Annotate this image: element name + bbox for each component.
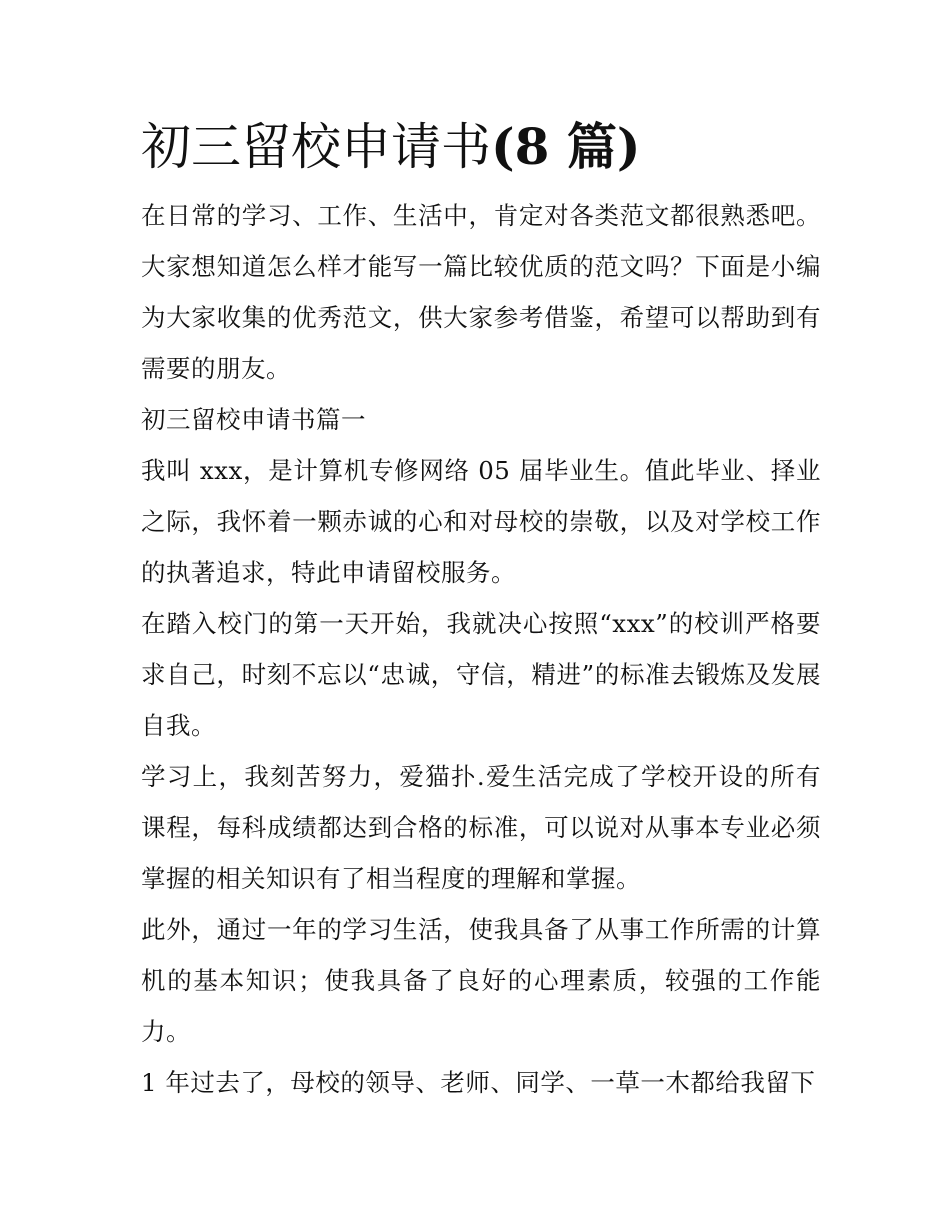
title-main-text: 初三留校申请书 bbox=[141, 118, 491, 176]
document-page bbox=[141, 112, 821, 1108]
body-paragraph: 我叫 xxx，是计算机专修网络 05 届毕业生。值此毕业、择业之际，我怀着一颗赤诚的心和对母校的崇敬，以及对学校工作的执著追求，特此申请留校服务。 bbox=[141, 456, 821, 587]
section-heading: 初三留校申请书篇一 bbox=[141, 405, 366, 434]
document-title bbox=[141, 112, 821, 182]
body-paragraph: 1 年过去了，母校的领导、老师、同学、一草一木都给我留下 bbox=[141, 1068, 816, 1097]
body-paragraph: 在踏入校门的第一天开始，我就决心按照“xxx”的校训严格要求自己，时刻不忘以“忠诚，守信，精进”的标准去锻炼及发展自我。 bbox=[141, 609, 821, 740]
intro-paragraph: 在日常的学习、工作、生活中，肯定对各类范文都很熟悉吧。大家想知道怎么样才能写一篇比较优质的范文吗？下面是小编为大家收集的优秀范文，供大家参考借鉴，希望可以帮助到有需要的朋友。 bbox=[141, 201, 821, 383]
title-count-text: (8 篇) bbox=[491, 117, 641, 176]
body-paragraph: 此外，通过一年的学习生活，使我具备了从事工作所需的计算机的基本知识；使我具备了良好的心理素质，较强的工作能力。 bbox=[141, 915, 821, 1046]
body-paragraph: 学习上，我刻苦努力，爱猫扑.爱生活完成了学校开设的所有课程，每科成绩都达到合格的标准，可以说对从事本专业必须掌握的相关知识有了相当程度的理解和掌握。 bbox=[141, 762, 821, 893]
